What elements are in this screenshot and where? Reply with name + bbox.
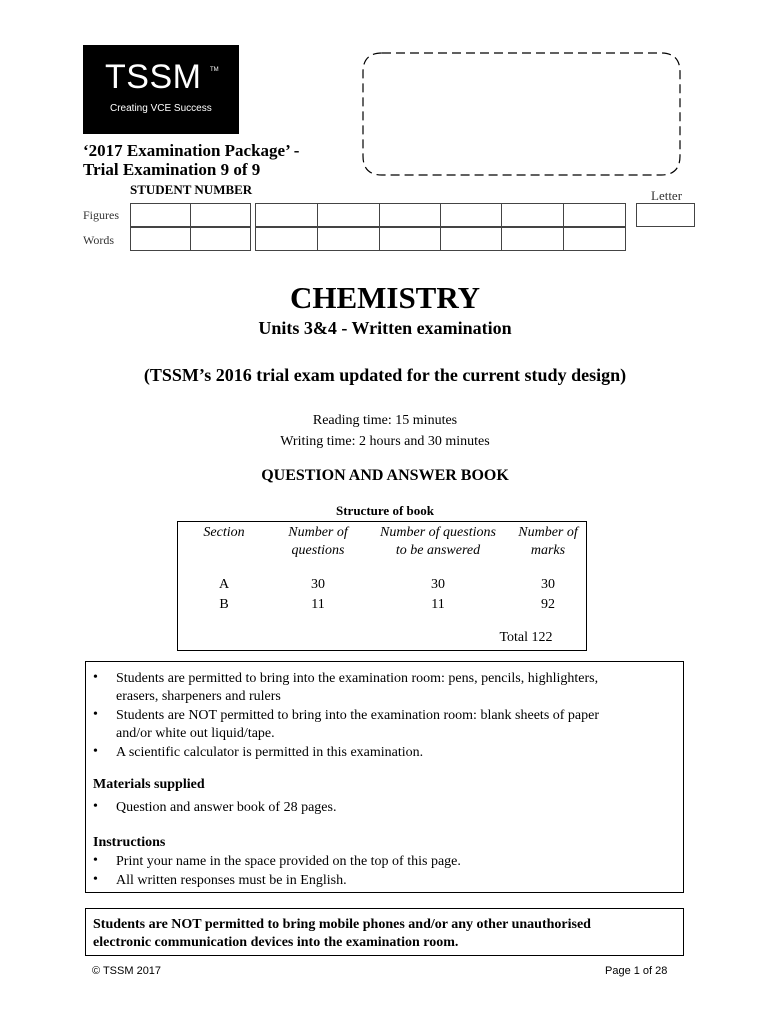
- reading-time: Reading time: 15 minutes: [312, 413, 458, 428]
- writing-time: Writing time: 2 hours and 30 minutes: [280, 434, 490, 449]
- figures-box-6[interactable]: [440, 203, 502, 227]
- words-box-2[interactable]: [190, 227, 251, 251]
- row-a-questions: 30: [311, 577, 325, 592]
- figures-box-3[interactable]: [255, 203, 318, 227]
- figures-box-2[interactable]: [190, 203, 251, 227]
- package-title-line1: ‘2017 Examination Package’ -: [83, 141, 300, 160]
- bullet-icon: •: [93, 744, 98, 759]
- total-marks: Total 122: [499, 630, 553, 645]
- logo-wordmark: TSSM: [105, 58, 202, 96]
- words-box-1[interactable]: [130, 227, 191, 251]
- letter-box[interactable]: [636, 203, 695, 227]
- package-title-line2: Trial Examination 9 of 9: [83, 160, 261, 179]
- package-title: [83, 141, 299, 179]
- words-box-5[interactable]: [379, 227, 441, 251]
- warning-text: Students are NOT permitted to bring mobile phones and/or any other unauthorised electronic communication devices into the examination room.: [93, 917, 591, 950]
- header-num-questions: Number of questions: [288, 525, 348, 558]
- rules-box: [85, 661, 684, 893]
- units-subtitle: Units 3&4 - Written examination: [258, 318, 512, 338]
- rule-item-1: Students are permitted to bring into the examination room: pens, pencils, highlighters, erasers, sharpeners and rulers: [116, 671, 599, 704]
- figures-box-1[interactable]: [130, 203, 191, 227]
- row-b-answered: 11: [431, 597, 445, 612]
- bullet-icon: •: [93, 853, 98, 868]
- materials-item: Question and answer book of 28 pages.: [116, 800, 337, 815]
- row-a-marks: 30: [541, 577, 555, 592]
- figures-box-8[interactable]: [563, 203, 626, 227]
- logo-trademark: TM: [210, 67, 219, 73]
- header-num-answered: Number of questions to be answered: [380, 525, 496, 558]
- instructions-heading: Instructions: [93, 835, 166, 850]
- rule-item-2: Students are NOT permitted to bring into the examination room: blank sheets of paper and/or white out liquid/tape.: [116, 708, 600, 741]
- instruction-item-1: Print your name in the space provided on the top of this page.: [116, 854, 461, 869]
- words-box-7[interactable]: [501, 227, 564, 251]
- figures-label: Figures: [83, 208, 119, 222]
- figures-box-5[interactable]: [379, 203, 441, 227]
- header-section: Section: [203, 525, 245, 540]
- subject-title: CHEMISTRY: [289, 280, 481, 315]
- footer-page-number: Page 1 of 28: [605, 965, 668, 977]
- footer-copyright: © TSSM 2017: [92, 965, 162, 977]
- rule-item-3: A scientific calculator is permitted in this examination.: [116, 745, 424, 760]
- logo-tagline: Creating VCE Success: [110, 103, 212, 114]
- words-label: Words: [83, 233, 115, 247]
- instruction-item-2: All written responses must be in English.: [116, 873, 347, 888]
- words-box-3[interactable]: [255, 227, 318, 251]
- row-a-answered: 30: [431, 577, 445, 592]
- structure-title: Structure of book: [336, 503, 434, 518]
- row-a-section: A: [218, 577, 230, 592]
- words-box-8[interactable]: [563, 227, 626, 251]
- row-b-questions: 11: [311, 597, 325, 612]
- figures-box-4[interactable]: [317, 203, 380, 227]
- structure-table: [177, 521, 587, 651]
- header-marks: Number of marks: [518, 525, 578, 558]
- book-title: QUESTION AND ANSWER BOOK: [261, 467, 509, 484]
- figures-box-7[interactable]: [501, 203, 564, 227]
- words-box-6[interactable]: [440, 227, 502, 251]
- letter-label: Letter: [651, 188, 683, 203]
- bullet-icon: •: [93, 872, 98, 887]
- bullet-icon: •: [93, 707, 98, 722]
- student-name-box[interactable]: [362, 52, 681, 176]
- bullet-icon: •: [93, 670, 98, 685]
- bullet-icon: •: [93, 799, 98, 814]
- student-number-label: STUDENT NUMBER: [130, 182, 253, 197]
- tssm-logo: [83, 45, 239, 134]
- row-b-section: B: [219, 597, 229, 612]
- warning-box: [85, 908, 684, 956]
- row-b-marks: 92: [541, 597, 555, 612]
- materials-heading: Materials supplied: [93, 777, 205, 792]
- words-box-4[interactable]: [317, 227, 380, 251]
- exam-note: (TSSM’s 2016 trial exam updated for the current study design): [143, 365, 627, 385]
